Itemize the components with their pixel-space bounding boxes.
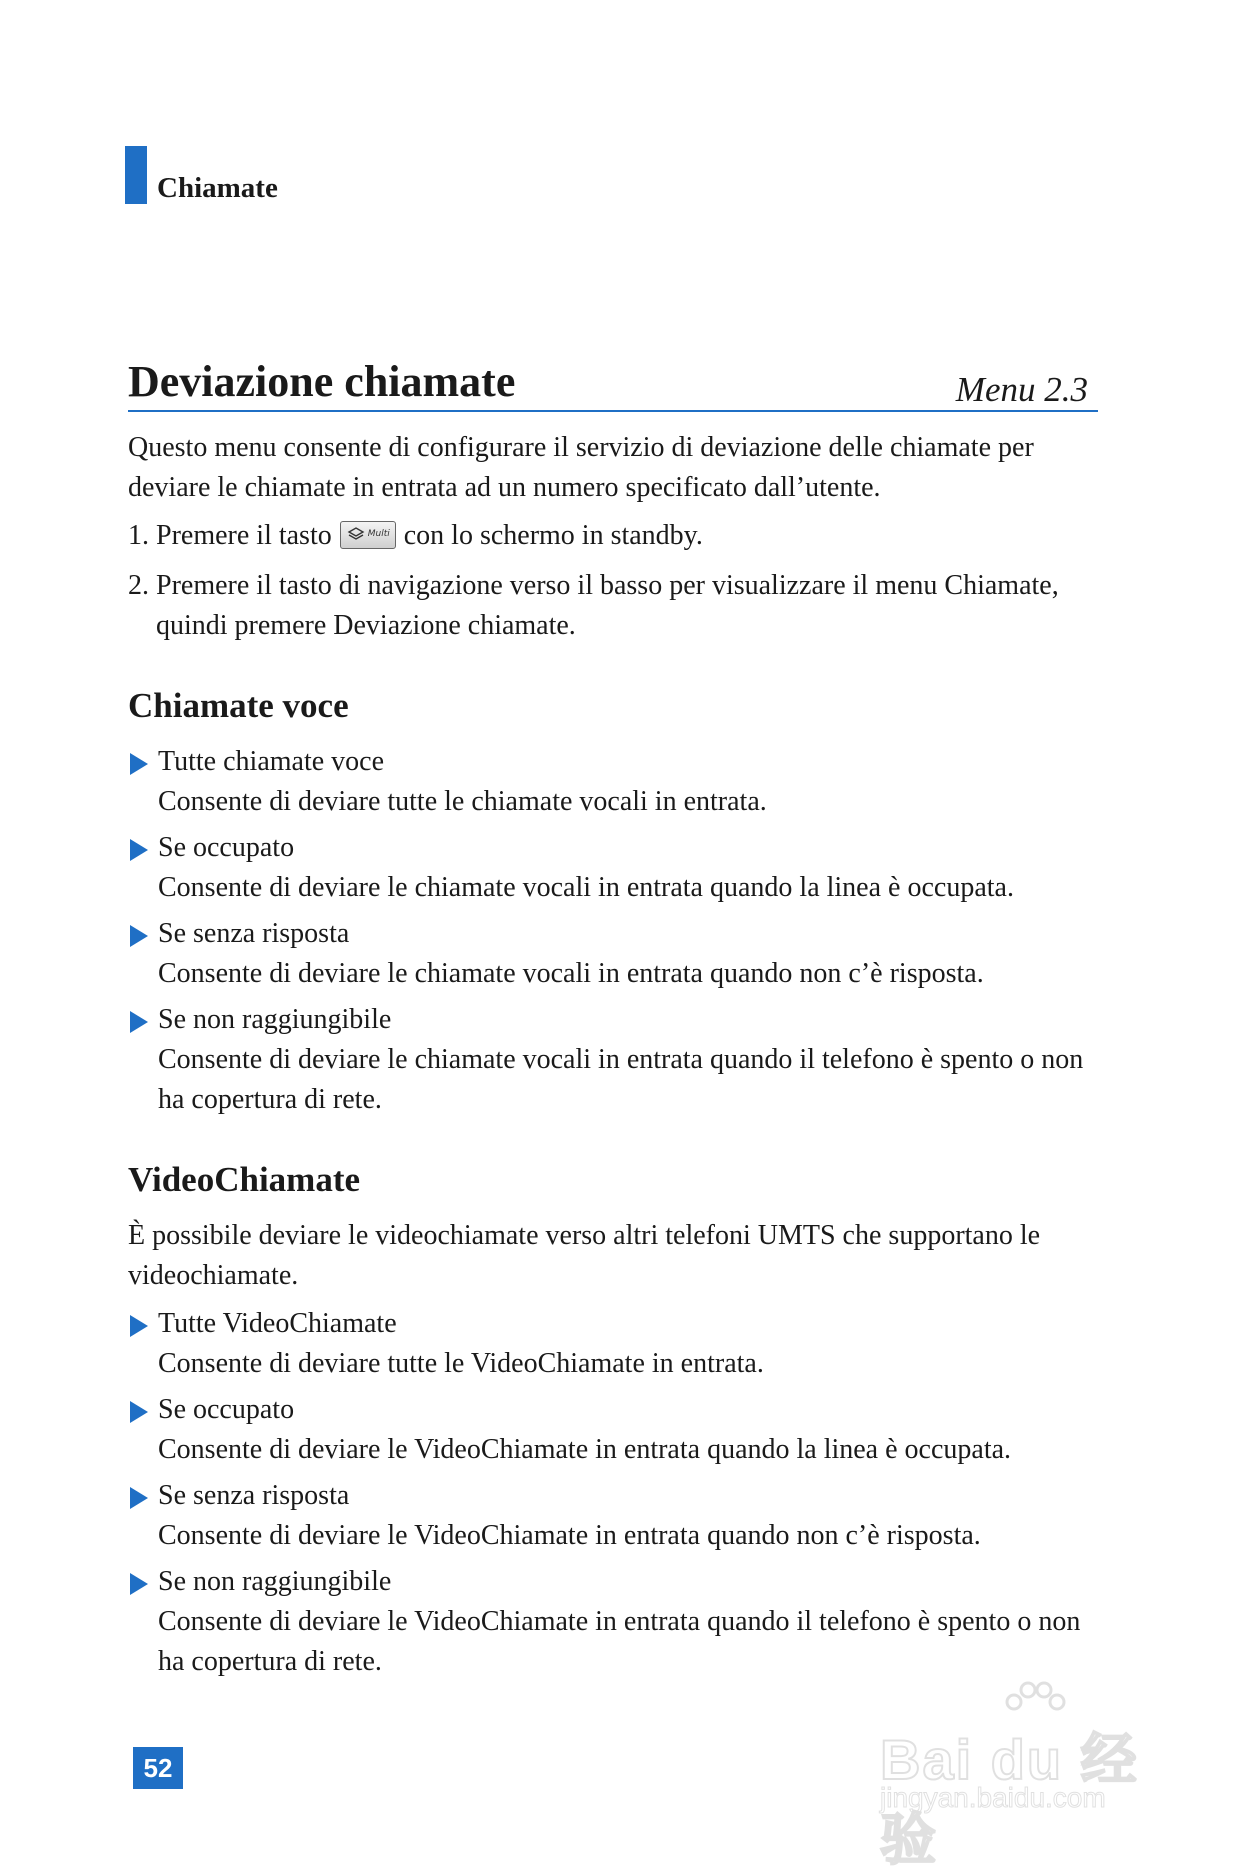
item-title: Tutte VideoChiamate [158,1308,397,1339]
step-2 [128,566,1088,646]
list-item [128,914,1088,994]
item-title: Se senza risposta [158,1480,350,1511]
watermark-url: jingyan.baidu.com [880,1782,1106,1813]
page-number: 52 [133,1747,183,1789]
list-item [128,1304,1088,1384]
step-number: 1. [128,520,149,551]
list-item [128,1476,1088,1556]
bullet-arrow-icon [130,1011,148,1033]
item-description: Consente di deviare le chiamate vocali in entrata quando il telefono è spento o non ha copertura di rete. [158,1044,1084,1115]
video-calls-heading: VideoChiamate [128,1160,361,1199]
item-title: Se senza risposta [158,918,350,949]
step-text-before: Premere il tasto [156,520,332,551]
list-item [128,1000,1088,1120]
menu-reference: Menu 2.3 [955,370,1088,409]
item-title: Se non raggiungibile [158,1004,392,1035]
section-marker [125,146,147,204]
step-1 [128,516,1088,556]
section-label: Chiamate [157,172,278,204]
watermark [880,1680,1180,1871]
list-item [128,1390,1088,1470]
key-label: Multi [367,529,390,539]
list-item [128,742,1088,822]
intro-paragraph: Questo menu consente di configurare il servizio di deviazione delle chiamate per deviare le chiamate in entrata ad un numero specificato dall’utente. [128,432,1034,503]
bullet-arrow-icon [130,1573,148,1595]
item-title: Se non raggiungibile [158,1566,392,1597]
bullet-arrow-icon [130,753,148,775]
item-description: Consente di deviare le chiamate vocali in entrata quando non c’è risposta. [158,958,984,989]
page-title: Deviazione chiamate [128,357,516,406]
bullet-arrow-icon [130,925,148,947]
bullet-arrow-icon [130,839,148,861]
item-description: Consente di deviare le VideoChiamate in entrata quando la linea è occupata. [158,1434,1012,1465]
multi-key-icon [340,521,396,549]
list-item [128,1562,1088,1682]
item-description: Consente di deviare le chiamate vocali in entrata quando la linea è occupata. [158,872,1014,903]
item-title: Se occupato [158,832,295,863]
item-description: Consente di deviare tutte le chiamate vocali in entrata. [158,786,767,817]
bullet-arrow-icon [130,1315,148,1337]
step-text-after: con lo schermo in standby. [403,520,703,551]
item-title: Se occupato [158,1394,295,1425]
bullet-arrow-icon [130,1487,148,1509]
item-description: Consente di deviare le VideoChiamate in entrata quando non c’è risposta. [158,1520,981,1551]
step-text [156,516,1088,556]
video-intro-paragraph: È possibile deviare le videochiamate verso altri telefoni UMTS che supportano le videochiamate. [128,1220,1041,1291]
bullet-arrow-icon [130,1401,148,1423]
step-text: Premere il tasto di navigazione verso il basso per visualizzare il menu Chiamate, quindi premere Deviazione chiamate. [156,570,1059,641]
item-description: Consente di deviare le VideoChiamate in entrata quando il telefono è spento o non ha copertura di rete. [158,1606,1081,1677]
voice-calls-heading: Chiamate voce [128,686,349,725]
item-description: Consente di deviare tutte le VideoChiamate in entrata. [158,1348,764,1379]
watermark-brand: Bai du 经验 [880,1728,1139,1871]
list-item [128,828,1088,908]
main-content [128,428,1088,1688]
step-number: 2. [128,570,149,601]
title-row [128,356,1098,412]
item-title: Tutte chiamate voce [158,746,385,777]
